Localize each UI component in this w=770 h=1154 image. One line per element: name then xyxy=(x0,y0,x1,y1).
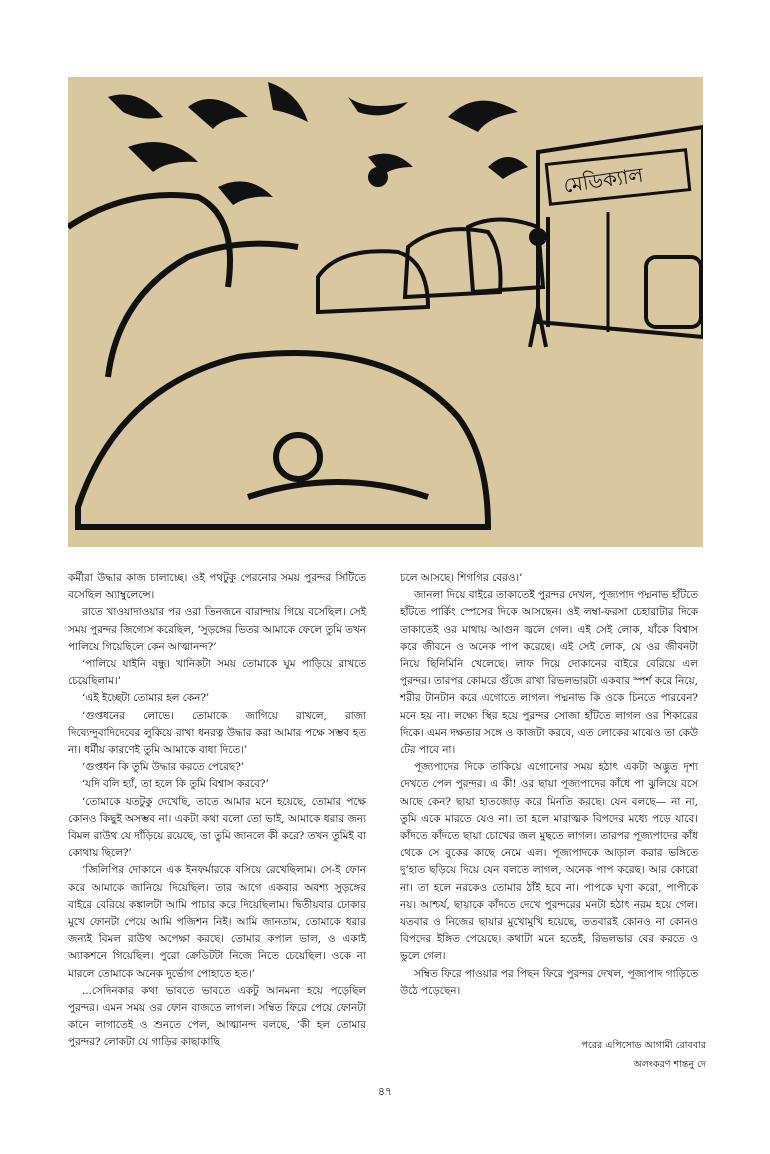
paragraph: কর্মীরা উদ্ধার কাজ চালাচ্ছে। ওই পথটুকু পেরনোর সময় পুরন্দর সিটিতে বসেছিল অ্যাম্বুলেন্সে। xyxy=(68,572,366,602)
paragraph: চলে আসছে। শিগগির বেরও।’ xyxy=(400,572,523,584)
paragraph: ‘যদি বলি হ্যাঁ, তা হলে কি তুমি বিশ্বাস করবে?’ xyxy=(82,778,269,791)
paragraph: সম্বিত ফিরে পাওয়ার পর পিছন ফিরে পুরন্দর দেখল, পূজ্যপাদ গাড়িতে উঠে পড়েছেন। xyxy=(400,967,698,997)
paragraph: ...সেদিনকার কথা ভাবতে ভাবতে একটু আনমনা হয়ে পড়েছিল পুরন্দর। এমন সময় ওর ফোন বাজতে লাগল। সম্বিত ফিরে পেয়ে ফোনটা কানে লাগাতেই ও শুনতে পেল, আত্মানন্দ বলছে, ‘কী হল তোমার পুরন্দর? লোকটা যে গাড়ির কাছাকাছি xyxy=(68,984,366,1049)
paragraph: জানলা দিয়ে বাইরে তাকাতেই পুরন্দর দেখল, পূজ্যপাদ পদ্মনাভ হাঁটতে হাঁটতে পার্কিং স্পেসের দিকে আসছেন। ওই লম্বা-ফরসা চেহারাটার দিকে তাকাতেই ওর মাথায় আগুন জ্বলে গেল। এই সেই লোক, যাঁকে বিশ্বাস করে জীবনে ও অনেক পাপ করেছে। এই সেই লোক, যে ওর জীবনটা নিয়ে ছিনিমিনি খেলেছে। লাফ দিয়ে দোকানের বাইরে বেরিয়ে এল পুরন্দর। তারপর কোমরে গুঁজে রাখা রিভলভারটা একবার স্পর্শ করে নিয়ে, শরীর টানটান করে এগোতে লাগল। পদ্মনাভ কি ওকে চিনতে পারবেন? মনে হয় না। লক্ষ্যে স্থির হয়ে পুরন্দর সোজা হাঁটতে লাগল ওর শিকারের দিকে। এমন দক্ষতার সঙ্গে ও কাজটা করবে, এত লোকের মাঝেও তা কেউ টের পাবে না। xyxy=(400,589,698,757)
illustrator-credit: অলংকরণ শান্তনু দে xyxy=(633,1059,706,1070)
paragraph: রাতে খাওয়াদাওয়ার পর ওরা তিনজনে বারান্দায় গিয়ে বসেছিল। সেই সময় পুরন্দর জিগ্যেস করেছিল, ‘সুড়ঙ্গের ভিতর আমাকে ফেলে তুমি তখন পালিয়ে গিয়েছিলে কেন আত্মানন্দ?’ xyxy=(68,606,366,653)
page-number: ৪৭ xyxy=(377,1085,393,1098)
paragraph: ‘এই ইচ্ছেটা তোমার হল কেন?’ xyxy=(82,692,210,705)
paragraph: পূজ্যপাদের দিকে তাকিয়ে এগোনোর সময় হঠাৎ একটা অদ্ভুত দৃশ্য দেখতে পেল পুরন্দর। এ কী! ওর ছায়া পূজ্যপাদের কাঁধে পা ঝুলিয়ে বসে আছে কেন? ছায়া হাতজোড় করে মিনতি করছে। যেন বলছে— না না, তুমি একে মারতে যেও না। তা হলে মারাত্মক বিপদের মধ্যে পড়ে যাবে। কাঁদতে কাঁদতে ছায়া চোখের জল মুছতে লাগল। তারপর পূজ্যপাদের কাঁধ থেকে সে বুকের কাছে নেমে এল। পূজ্যপাদকে আড়াল করার ভঙ্গিতে দু’হাত ছড়িয়ে দিয়ে যেন বলতে লাগল, অনেক পাপ করেছ। আর কোরো না। তা হলে নরকেও তোমার ঠাঁই হবে না। পাপকে ঘৃণা করো, পাপীকে নয়। আশ্চর্য, ছায়াকে কাঁদতে দেখে পুরন্দরের মনটা হঠাৎ নরম হয়ে গেল। যতবার ও নিজের ছায়ার মুখোমুখি হয়েছে, ততবারই কোনও না কোনও বিপদের ইঙ্গিত পেয়েছে। কথাটা মনে হতেই, রিভলভার বের করতে ও ভুলে গেল। xyxy=(400,761,698,963)
shop-sign-text: মেডিক্যাল xyxy=(562,162,645,198)
siren-light xyxy=(370,169,386,185)
story-illustration xyxy=(68,77,703,547)
next-episode-note: পরের এপিসোড আগামী রোববার xyxy=(581,1040,706,1051)
paragraph: ‘তোমাকে যতটুকু দেখেছি, তাতে আমার মনে হয়েছে, তোমার পক্ষে কোনও কিছুই অসম্ভব না। একটা কথা বলো তো ভাই, আমাকে ধরার জন্য বিমল রাউথ যে দাঁড়িয়ে রয়েছে, তা তুমি জানলে কী করে? তখন তুমিই বা কোথায় ছিলে?’ xyxy=(68,795,366,860)
street-scene-drawing xyxy=(68,77,703,547)
paragraph: ‘গুপ্তধনের লোভে। তোমাকে জাগিয়ে রাখলে, রাজা দিব্যেন্দুবাদিদেবের লুকিয়ে রাখা ধনরত্ন উদ্ধার করা আমার পক্ষে সম্ভব হত না। ধর্মীয় কারণেই তুমি আমাকে বাধা দিতে।’ xyxy=(68,709,366,757)
shop-building xyxy=(538,127,703,337)
article-column-left xyxy=(68,570,366,1052)
paragraph: ‘পালিয়ে যাইনি বন্ধু। খানিকটা সময় তোমাকে ঘুম পাড়িয়ে রাখতে চেয়েছিলাম।’ xyxy=(68,658,366,688)
article-column-right xyxy=(400,570,698,1000)
paragraph: ‘গুপ্তধন কি তুমি উদ্ধার করতে পেরেছ?’ xyxy=(82,761,245,774)
paragraph: ‘জিলিপির দোকানে এক ইনফর্মারকে বসিয়ে রেখেছিলাম। সে-ই ফোন করে আমাকে জানিয়ে দিয়েছিল। তার আগে একবার অবশ্য সুড়ঙ্গের বাইরে বেরিয়ে কঙ্কালটা আমি পাচার করে দিয়েছিলাম। দ্বিতীয়বার ঢোকার মুখে ফোনটা পেয়ে আমি পজিশন নিই। আমি জানতাম, তোমাকে ধরার জন্যই বিমল রাউথ অপেক্ষা করছে। তোমার কপাল ভাল, ও একাই অ্যাকশনে গিয়েছিল। পুরো ক্রেডিটটা নিজে নিতে চেয়েছিল। ওকে না মারলে তোমাকে অনেক দুর্ভোগ পোহাতে হত।’ xyxy=(68,864,366,980)
credits xyxy=(582,1036,706,1074)
